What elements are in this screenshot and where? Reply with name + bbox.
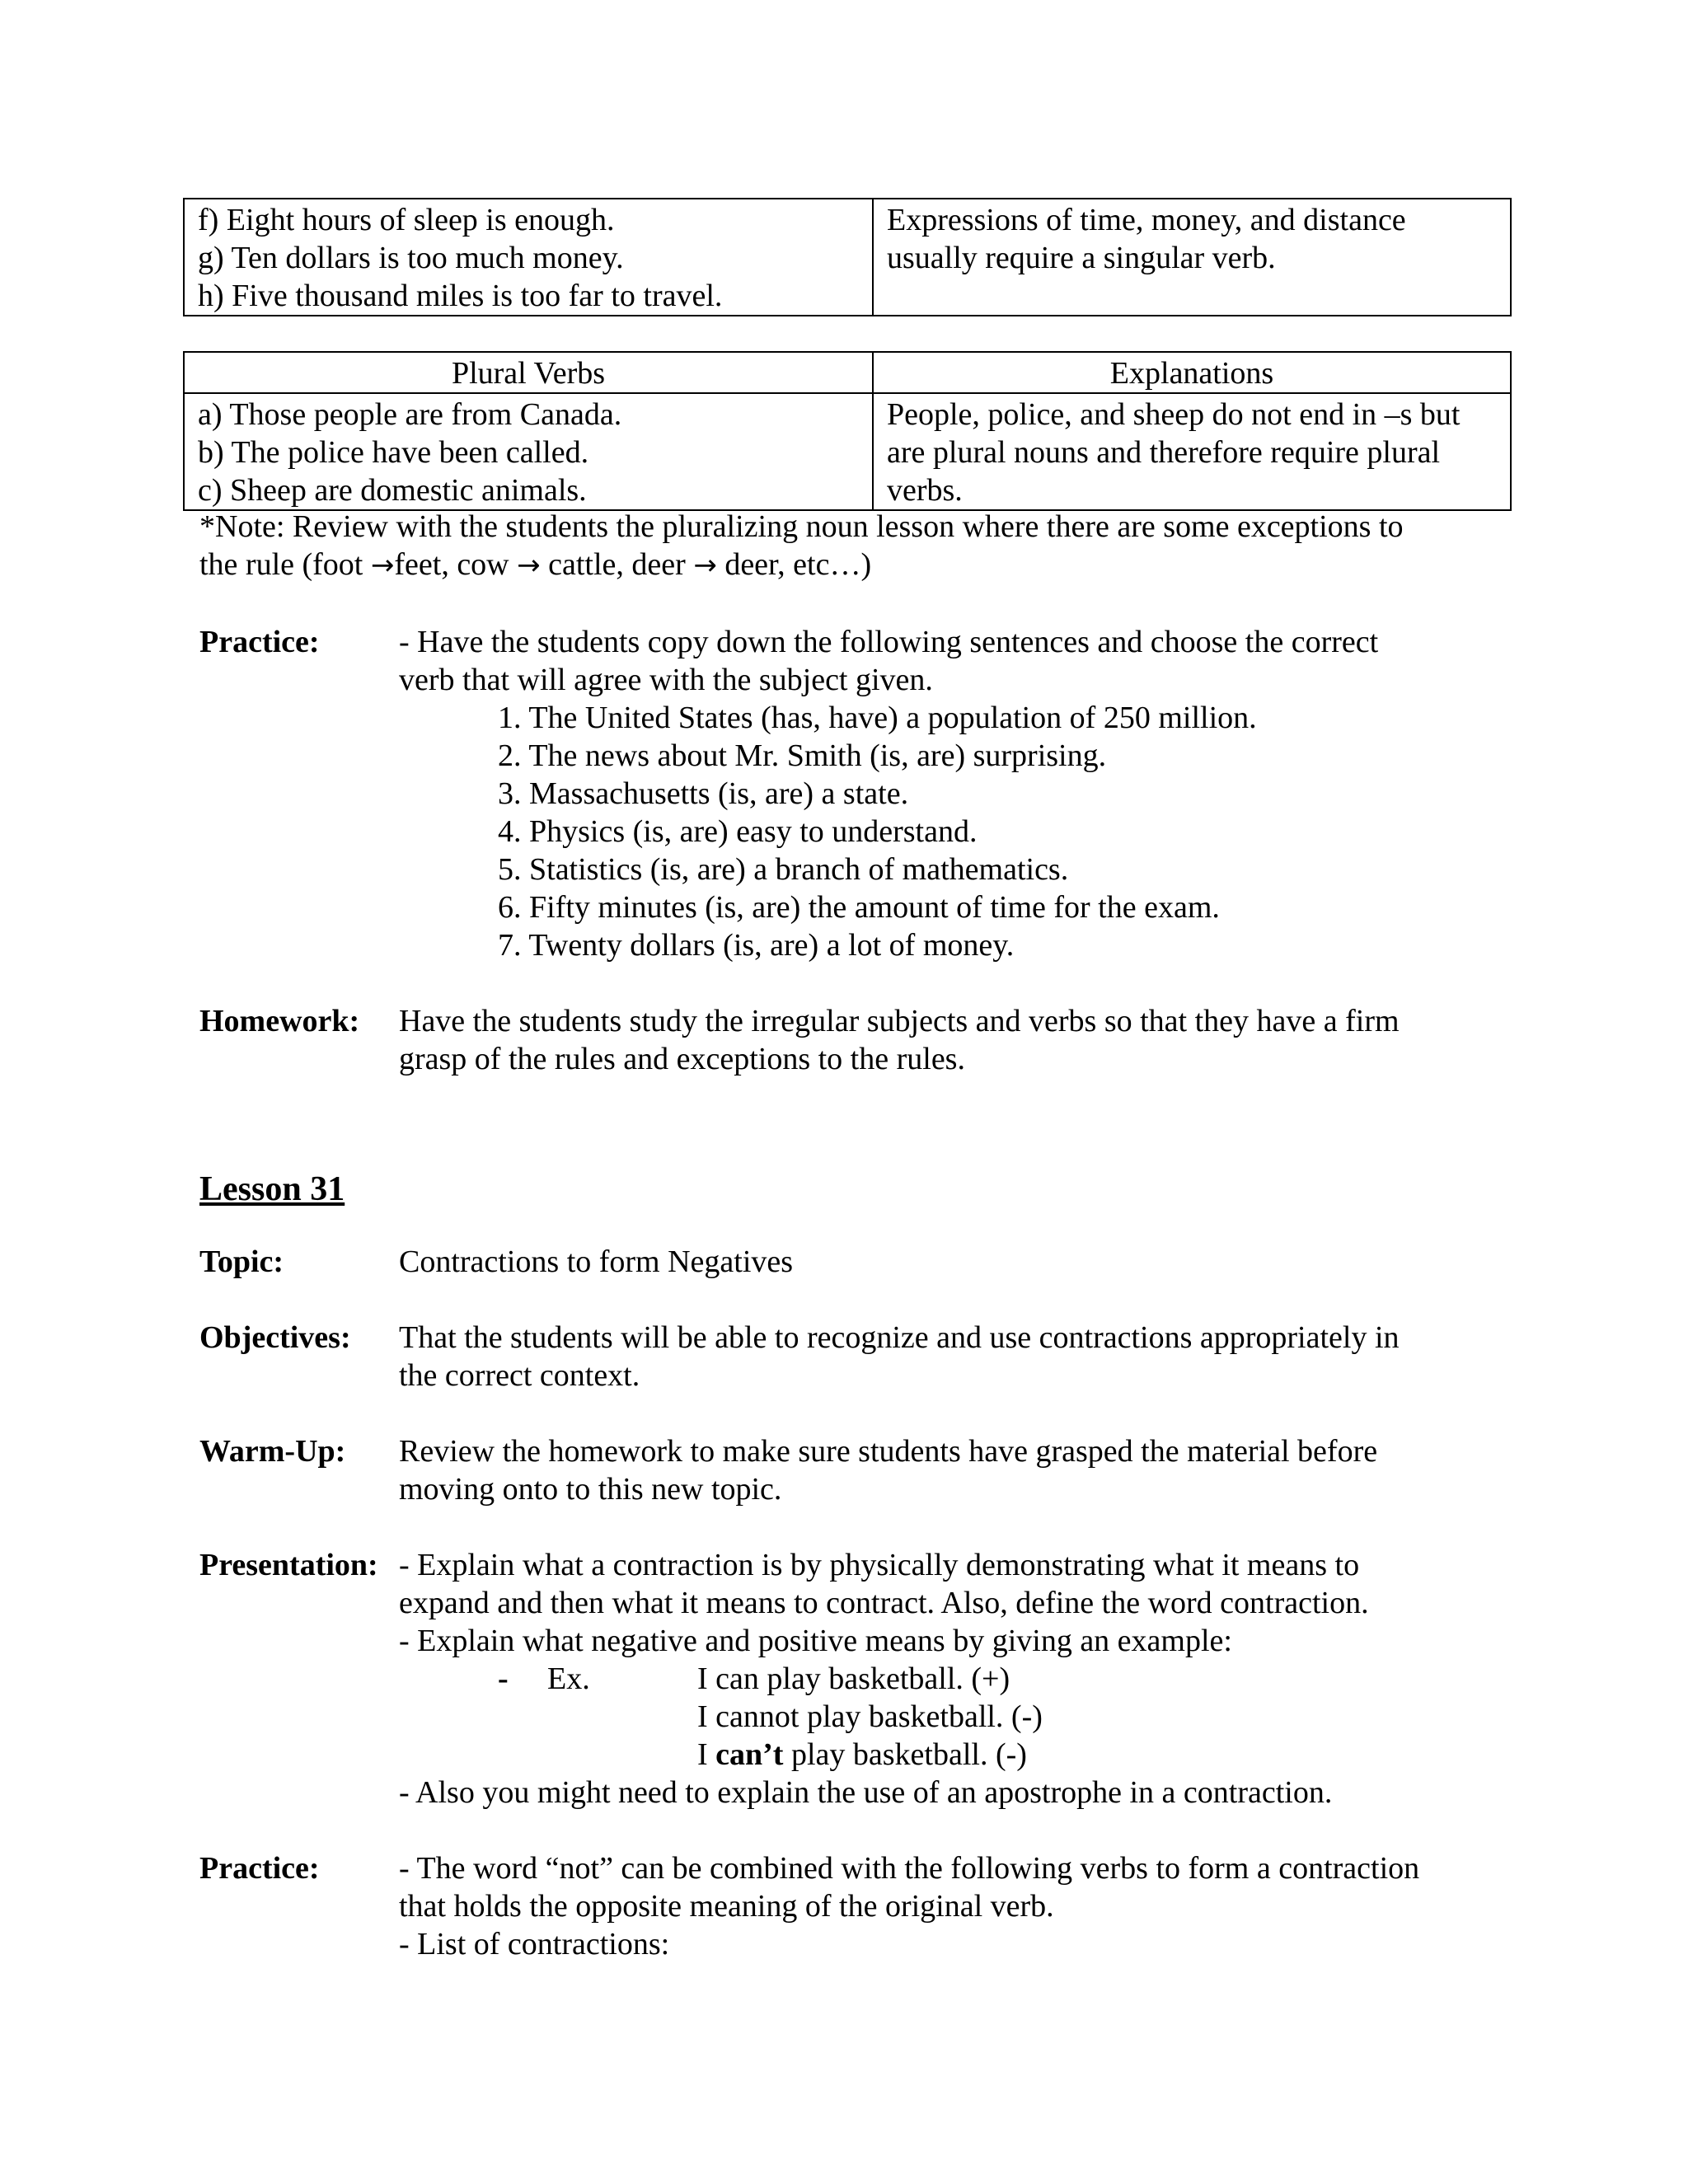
arrow-right-icon: → — [693, 549, 717, 582]
list-item: 1. The United States (has, have) a population of 250 million. — [498, 701, 1257, 735]
presentation-line: - Also you might need to explain the use of an apostrophe in a contraction. — [399, 1775, 1333, 1810]
example-line: a) Those people are from Canada. — [198, 397, 622, 432]
example-label: Ex. — [547, 1661, 590, 1696]
practice-line: - List of contractions: — [399, 1927, 670, 1961]
practice-list — [498, 699, 1520, 964]
example-line: c) Sheep are domestic animals. — [198, 473, 587, 508]
note-text-part: the rule (foot — [199, 547, 371, 582]
note-line-1: *Note: Review with the students the pluralizing noun lesson where there are some exceptions to — [199, 509, 1404, 544]
topic-text: Contractions to form Negatives — [399, 1244, 794, 1279]
example-line: g) Ten dollars is too much money. — [198, 241, 624, 275]
explanation-line: People, police, and sheep do not end in –s but — [887, 397, 1461, 432]
list-item: 4. Physics (is, are) easy to understand. — [498, 814, 978, 849]
practice-line: that holds the opposite meaning of the original verb. — [399, 1889, 1054, 1924]
note-text-part: cattle, deer — [540, 547, 694, 582]
table-header-row — [184, 352, 1511, 393]
topic-label: Topic: — [199, 1244, 284, 1279]
list-item: 7. Twenty dollars (is, are) a lot of money. — [498, 928, 1015, 963]
explanation-line: Expressions of time, money, and distance — [887, 203, 1406, 237]
arrow-right-icon: → — [517, 549, 541, 582]
list-item: 2. The news about Mr. Smith (is, are) surprising. — [498, 738, 1107, 773]
explanation-line: usually require a singular verb. — [887, 241, 1276, 275]
list-item: 5. Statistics (is, are) a branch of mathematics. — [498, 852, 1069, 887]
practice-content — [399, 623, 1520, 964]
example-line: b) The police have been called. — [198, 435, 589, 470]
warmup-label: Warm-Up: — [199, 1434, 346, 1469]
homework-content — [399, 1002, 1520, 1078]
table-row — [184, 199, 1511, 316]
list-item: 3. Massachusetts (is, are) a state. — [498, 776, 909, 811]
example-line: f) Eight hours of sleep is enough. — [198, 203, 615, 237]
objectives-label: Objectives: — [199, 1320, 351, 1355]
practice-line: - The word “not” can be combined with the following verbs to form a contraction — [399, 1851, 1420, 1886]
singular-verbs-table — [183, 198, 1512, 316]
lesson-title: Lesson 31 — [199, 1170, 345, 1208]
practice-intro-line: verb that will agree with the subject given. — [399, 663, 933, 697]
presentation-label: Presentation: — [199, 1548, 378, 1582]
example-line: h) Five thousand miles is too far to travel. — [198, 279, 723, 313]
explanation-line: are plural nouns and therefore require plural — [887, 435, 1441, 470]
table-cell-examples — [184, 393, 873, 510]
note-line-2 — [199, 546, 1404, 584]
example-positive: I can play basketball. (+) — [697, 1661, 1010, 1696]
homework-line: grasp of the rules and exceptions to the rules. — [399, 1042, 965, 1076]
arrow-right-icon: → — [370, 549, 395, 582]
homework-line: Have the students study the irregular subjects and verbs so that they have a firm — [399, 1004, 1400, 1038]
plural-verbs-table — [183, 351, 1512, 511]
presentation-line: - Explain what negative and positive means by giving an example: — [399, 1624, 1232, 1658]
note-text — [199, 508, 1404, 584]
table-cell-explanation — [873, 199, 1511, 316]
table-cell-explanation — [873, 393, 1511, 510]
explanation-line: verbs. — [887, 473, 963, 508]
practice-intro-line: - Have the students copy down the following sentences and choose the correct — [399, 625, 1379, 659]
objectives-line: the correct context. — [399, 1358, 640, 1393]
objectives-content — [399, 1319, 1520, 1394]
table-cell-examples — [184, 199, 873, 316]
example-negative-contraction — [697, 1736, 1027, 1774]
example-text-part: play basketball. (-) — [783, 1737, 1027, 1772]
header-plural-verbs: Plural Verbs — [184, 352, 873, 393]
header-explanations: Explanations — [873, 352, 1511, 393]
practice-label: Practice: — [199, 1851, 320, 1886]
presentation-content — [399, 1546, 1520, 1811]
note-text-part: deer, etc…) — [716, 547, 872, 582]
topic-content — [399, 1243, 1520, 1281]
warmup-line: Review the homework to make sure students have grasped the material before — [399, 1434, 1378, 1469]
practice-label: Practice: — [199, 625, 320, 659]
example-text-part: I — [697, 1737, 716, 1772]
note-text-part: feet, cow — [394, 547, 518, 582]
example-negative-full: I cannot play basketball. (-) — [697, 1699, 1043, 1734]
warmup-line: moving onto to this new topic. — [399, 1472, 782, 1507]
homework-label: Homework: — [199, 1004, 360, 1038]
warmup-content — [399, 1432, 1520, 1508]
presentation-line: expand and then what it means to contract. Also, define the word contraction. — [399, 1586, 1369, 1620]
example-dash: - — [498, 1661, 509, 1696]
objectives-line: That the students will be able to recognize and use contractions appropriately in — [399, 1320, 1400, 1355]
list-item: 6. Fifty minutes (is, are) the amount of time for the exam. — [498, 890, 1220, 925]
example-block — [399, 1660, 1520, 1774]
table-row — [184, 393, 1511, 510]
contraction-word: can’t — [715, 1737, 784, 1772]
practice-content — [399, 1849, 1520, 1963]
presentation-line: - Explain what a contraction is by physically demonstrating what it means to — [399, 1548, 1360, 1582]
